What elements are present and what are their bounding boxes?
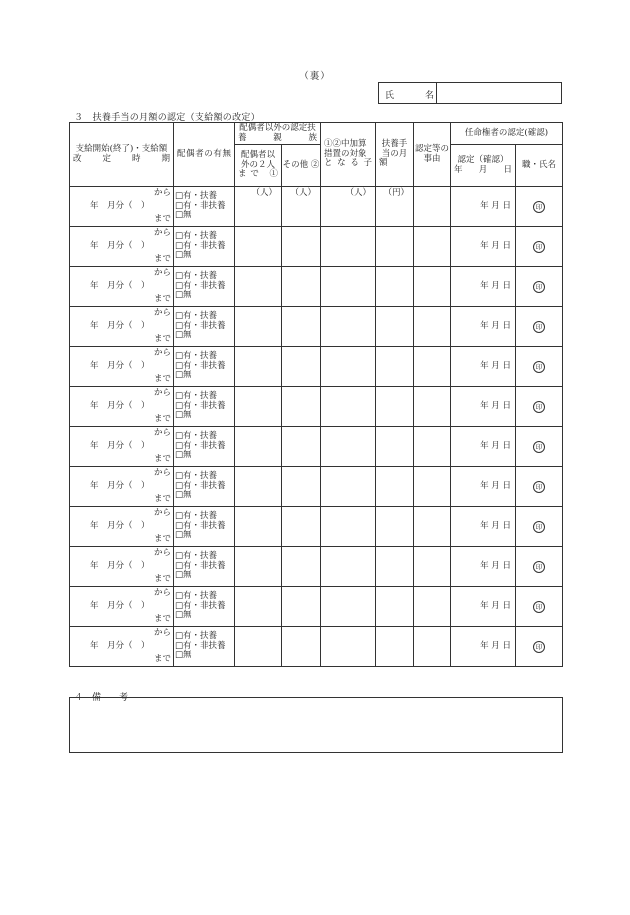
seal-icon: 印 — [533, 321, 545, 333]
spouse-nondependent-checkbox[interactable]: □有・非扶養 — [175, 400, 226, 411]
seal-icon: 印 — [533, 401, 545, 413]
period-cell[interactable] — [70, 427, 174, 467]
period-cell[interactable] — [70, 307, 174, 347]
seal-cell[interactable] — [516, 227, 563, 267]
period-cell[interactable] — [70, 587, 174, 627]
from-label: から — [153, 228, 171, 238]
child-cell[interactable] — [321, 307, 376, 347]
spouse-none-checkbox[interactable]: □無 — [175, 570, 192, 581]
child-cell[interactable] — [321, 507, 376, 547]
from-label: から — [153, 508, 171, 518]
spouse-dependent-checkbox[interactable]: □有・扶養 — [175, 470, 218, 481]
month-label: 年 月分（ ） — [90, 281, 150, 291]
reason-cell[interactable] — [414, 587, 451, 627]
auth-date-cell[interactable]: 年 月 日 — [451, 467, 516, 507]
dep1-cell[interactable]: （人） — [235, 187, 282, 227]
month-label: 年 月分（ ） — [90, 441, 150, 451]
spouse-dependent-checkbox[interactable]: □有・扶養 — [175, 230, 218, 241]
table-row — [70, 587, 563, 627]
month-label: 年 月分（ ） — [90, 561, 150, 571]
spouse-nondependent-checkbox[interactable]: □有・非扶養 — [175, 320, 226, 331]
until-label: まで — [153, 614, 171, 624]
until-label: まで — [153, 334, 171, 344]
until-label: まで — [153, 214, 171, 224]
spouse-nondependent-checkbox[interactable]: □有・非扶養 — [175, 240, 226, 251]
spouse-none-checkbox[interactable]: □無 — [175, 530, 192, 541]
seal-cell[interactable] — [516, 587, 563, 627]
dep1-cell[interactable] — [235, 267, 282, 307]
seal-cell[interactable] — [516, 187, 563, 227]
seal-icon: 印 — [533, 521, 545, 533]
month-label: 年 月分（ ） — [90, 201, 150, 211]
child-cell[interactable] — [321, 547, 376, 587]
spouse-dependent-checkbox[interactable]: □有・扶養 — [175, 190, 218, 201]
header-dep-sub1: 配偶者以外の２人まで ① — [235, 145, 282, 187]
month-label: 年 月分（ ） — [90, 401, 150, 411]
table-row — [70, 307, 563, 347]
spouse-none-checkbox[interactable]: □無 — [175, 410, 192, 421]
until-label: まで — [153, 574, 171, 584]
dep1-cell[interactable] — [235, 507, 282, 547]
child-cell[interactable] — [321, 267, 376, 307]
spouse-options — [174, 627, 235, 667]
seal-cell[interactable] — [516, 627, 563, 667]
until-label: まで — [153, 654, 171, 664]
until-label: まで — [153, 374, 171, 384]
spouse-none-checkbox[interactable]: □無 — [175, 610, 192, 621]
dep2-cell[interactable] — [282, 347, 321, 387]
period-cell[interactable] — [70, 627, 174, 667]
seal-icon: 印 — [533, 561, 545, 573]
from-label: から — [153, 468, 171, 478]
seal-icon: 印 — [533, 201, 545, 213]
spouse-options — [174, 587, 235, 627]
spouse-options — [174, 507, 235, 547]
table-row — [70, 627, 563, 667]
auth-date-cell[interactable]: 年 月 日 — [451, 267, 516, 307]
dep2-cell[interactable] — [282, 627, 321, 667]
dep1-cell[interactable] — [235, 427, 282, 467]
seal-cell[interactable] — [516, 427, 563, 467]
period-cell[interactable] — [70, 547, 174, 587]
monthly-cell[interactable] — [376, 427, 414, 467]
spouse-dependent-checkbox[interactable]: □有・扶養 — [175, 510, 218, 521]
spouse-none-checkbox[interactable]: □無 — [175, 450, 192, 461]
spouse-options — [174, 387, 235, 427]
until-label: まで — [153, 454, 171, 464]
spouse-dependent-checkbox[interactable]: □有・扶養 — [175, 590, 218, 601]
header-child: ①②中加算措置の対象となる子 — [321, 123, 376, 187]
spouse-nondependent-checkbox[interactable]: □有・非扶養 — [175, 200, 226, 211]
reason-cell[interactable] — [414, 347, 451, 387]
section3-title: ３ 扶養手当の月額の認定（支給額の改定） — [74, 113, 261, 123]
from-label: から — [153, 308, 171, 318]
dep1-cell[interactable] — [235, 467, 282, 507]
table-row — [70, 427, 563, 467]
table-row — [70, 187, 563, 227]
dep2-cell[interactable] — [282, 547, 321, 587]
reason-cell[interactable] — [414, 227, 451, 267]
dep2-cell[interactable] — [282, 507, 321, 547]
spouse-nondependent-checkbox[interactable]: □有・非扶養 — [175, 480, 226, 491]
period-cell[interactable] — [70, 347, 174, 387]
auth-date-cell[interactable]: 年 月 日 — [451, 587, 516, 627]
header-authority: 任命権者の認定(確認) — [451, 123, 563, 145]
table-row — [70, 347, 563, 387]
reason-cell[interactable] — [414, 547, 451, 587]
remarks-field[interactable] — [69, 697, 563, 753]
seal-cell[interactable] — [516, 347, 563, 387]
period-cell[interactable] — [70, 507, 174, 547]
child-cell[interactable] — [321, 427, 376, 467]
auth-date-cell[interactable]: 年 月 日 — [451, 187, 516, 227]
reason-cell[interactable] — [414, 627, 451, 667]
name-field[interactable] — [378, 82, 562, 104]
child-cell[interactable] — [321, 627, 376, 667]
period-cell[interactable] — [70, 187, 174, 227]
seal-cell[interactable] — [516, 307, 563, 347]
from-label: から — [153, 548, 171, 558]
spouse-none-checkbox[interactable]: □無 — [175, 330, 192, 341]
reason-cell[interactable] — [414, 427, 451, 467]
dep2-cell[interactable] — [282, 307, 321, 347]
dep1-cell[interactable] — [235, 307, 282, 347]
table-row — [70, 227, 563, 267]
reason-cell[interactable] — [414, 187, 451, 227]
seal-icon: 印 — [533, 641, 545, 653]
reason-cell[interactable] — [414, 307, 451, 347]
auth-date-cell[interactable]: 年 月 日 — [451, 387, 516, 427]
from-label: から — [153, 388, 171, 398]
spouse-options — [174, 267, 235, 307]
from-label: から — [153, 348, 171, 358]
monthly-cell[interactable] — [376, 507, 414, 547]
spouse-nondependent-checkbox[interactable]: □有・非扶養 — [175, 280, 226, 291]
period-cell[interactable] — [70, 387, 174, 427]
dep2-cell[interactable] — [282, 427, 321, 467]
header-monthly: 扶養手当の月額 — [376, 123, 414, 187]
until-label: まで — [153, 414, 171, 424]
monthly-cell[interactable]: （円） — [376, 187, 414, 227]
child-cell[interactable] — [321, 587, 376, 627]
seal-icon: 印 — [533, 281, 545, 293]
auth-date-cell[interactable]: 年 月 日 — [451, 227, 516, 267]
header-dependents: 配偶者以外の認定扶養親族 — [235, 123, 321, 145]
monthly-cell[interactable] — [376, 547, 414, 587]
child-cell[interactable] — [321, 227, 376, 267]
month-label: 年 月分（ ） — [90, 521, 150, 531]
table-row — [70, 507, 563, 547]
from-label: から — [153, 188, 171, 198]
header-reason: 認定等の事由 — [414, 123, 451, 187]
spouse-options — [174, 187, 235, 227]
reason-cell[interactable] — [414, 387, 451, 427]
auth-date-cell[interactable]: 年 月 日 — [451, 507, 516, 547]
spouse-nondependent-checkbox[interactable]: □有・非扶養 — [175, 520, 226, 531]
table-row — [70, 547, 563, 587]
month-label: 年 月分（ ） — [90, 361, 150, 371]
spouse-nondependent-checkbox[interactable]: □有・非扶養 — [175, 360, 226, 371]
dep2-cell[interactable] — [282, 587, 321, 627]
seal-icon: 印 — [533, 241, 545, 253]
spouse-none-checkbox[interactable]: □無 — [175, 490, 192, 501]
spouse-dependent-checkbox[interactable]: □有・扶養 — [175, 550, 218, 561]
from-label: から — [153, 268, 171, 278]
month-label: 年 月分（ ） — [90, 641, 150, 651]
month-label: 年 月分（ ） — [90, 601, 150, 611]
child-cell[interactable] — [321, 347, 376, 387]
dep1-cell[interactable] — [235, 227, 282, 267]
spouse-options — [174, 467, 235, 507]
seal-cell[interactable] — [516, 507, 563, 547]
dep2-cell[interactable] — [282, 387, 321, 427]
monthly-cell[interactable] — [376, 587, 414, 627]
name-label-1: 氏 — [385, 91, 395, 101]
seal-cell[interactable] — [516, 267, 563, 307]
header-spouse: 配偶者の有無 — [174, 123, 235, 187]
dep2-cell[interactable] — [282, 467, 321, 507]
spouse-dependent-checkbox[interactable]: □有・扶養 — [175, 310, 218, 321]
name-label — [379, 83, 437, 103]
dep2-cell[interactable] — [282, 227, 321, 267]
monthly-cell[interactable] — [376, 227, 414, 267]
month-label: 年 月分（ ） — [90, 321, 150, 331]
spouse-dependent-checkbox[interactable]: □有・扶養 — [175, 430, 218, 441]
spouse-dependent-checkbox[interactable]: □有・扶養 — [175, 270, 218, 281]
monthly-cell[interactable] — [376, 627, 414, 667]
spouse-none-checkbox[interactable]: □無 — [175, 250, 192, 261]
from-label: から — [153, 628, 171, 638]
spouse-nondependent-checkbox[interactable]: □有・非扶養 — [175, 440, 226, 451]
seal-icon: 印 — [533, 441, 545, 453]
spouse-none-checkbox[interactable]: □無 — [175, 290, 192, 301]
month-label: 年 月分（ ） — [90, 481, 150, 491]
spouse-nondependent-checkbox[interactable]: □有・非扶養 — [175, 600, 226, 611]
table-row — [70, 467, 563, 507]
monthly-cell[interactable] — [376, 267, 414, 307]
monthly-cell[interactable] — [376, 347, 414, 387]
header-period: 支給開始(終了)・支給額改定時期 — [70, 123, 174, 187]
dep1-cell[interactable] — [235, 627, 282, 667]
monthly-cell[interactable] — [376, 387, 414, 427]
period-cell[interactable] — [70, 227, 174, 267]
dep2-cell[interactable] — [282, 267, 321, 307]
spouse-options — [174, 227, 235, 267]
reason-cell[interactable] — [414, 507, 451, 547]
dep1-cell[interactable] — [235, 587, 282, 627]
spouse-dependent-checkbox[interactable]: □有・扶養 — [175, 630, 218, 641]
spouse-dependent-checkbox[interactable]: □有・扶養 — [175, 390, 218, 401]
child-cell[interactable] — [321, 467, 376, 507]
dep1-cell[interactable] — [235, 387, 282, 427]
table-row — [70, 387, 563, 427]
from-label: から — [153, 428, 171, 438]
spouse-dependent-checkbox[interactable]: □有・扶養 — [175, 350, 218, 361]
until-label: まで — [153, 254, 171, 264]
dep1-cell[interactable] — [235, 347, 282, 387]
until-label: まで — [153, 294, 171, 304]
spouse-none-checkbox[interactable]: □無 — [175, 210, 192, 221]
seal-cell[interactable] — [516, 387, 563, 427]
monthly-cell[interactable] — [376, 467, 414, 507]
auth-date-cell[interactable]: 年 月 日 — [451, 627, 516, 667]
auth-date-cell[interactable]: 年 月 日 — [451, 547, 516, 587]
seal-icon: 印 — [533, 601, 545, 613]
spouse-options — [174, 307, 235, 347]
spouse-options — [174, 427, 235, 467]
header-dep-sub2: その他 ② — [282, 145, 321, 187]
spouse-options — [174, 547, 235, 587]
period-cell[interactable] — [70, 467, 174, 507]
spouse-options — [174, 347, 235, 387]
seal-icon: 印 — [533, 481, 545, 493]
dep1-cell[interactable] — [235, 547, 282, 587]
table-row — [70, 267, 563, 307]
page-title: （裏） — [299, 71, 331, 82]
seal-cell[interactable] — [516, 547, 563, 587]
dep2-cell[interactable]: （人） — [282, 187, 321, 227]
spouse-nondependent-checkbox[interactable]: □有・非扶養 — [175, 640, 226, 651]
auth-date-cell[interactable]: 年 月 日 — [451, 347, 516, 387]
reason-cell[interactable] — [414, 267, 451, 307]
auth-date-cell[interactable]: 年 月 日 — [451, 427, 516, 467]
auth-date-cell[interactable]: 年 月 日 — [451, 307, 516, 347]
spouse-none-checkbox[interactable]: □無 — [175, 650, 192, 661]
seal-icon: 印 — [533, 361, 545, 373]
child-cell[interactable]: （人） — [321, 187, 376, 227]
name-label-2: 名 — [425, 91, 435, 101]
section4-title: ４ 備 考 — [74, 693, 129, 703]
month-label: 年 月分（ ） — [90, 241, 150, 251]
seal-cell[interactable] — [516, 467, 563, 507]
period-cell[interactable] — [70, 267, 174, 307]
spouse-nondependent-checkbox[interactable]: □有・非扶養 — [175, 560, 226, 571]
allowance-table — [69, 122, 563, 667]
header-auth-date: 認定（確認）年 月 日 — [451, 145, 516, 187]
reason-cell[interactable] — [414, 467, 451, 507]
header-auth-name: 職・氏名 — [516, 145, 563, 187]
child-cell[interactable] — [321, 387, 376, 427]
monthly-cell[interactable] — [376, 307, 414, 347]
from-label: から — [153, 588, 171, 598]
until-label: まで — [153, 534, 171, 544]
spouse-none-checkbox[interactable]: □無 — [175, 370, 192, 381]
until-label: まで — [153, 494, 171, 504]
